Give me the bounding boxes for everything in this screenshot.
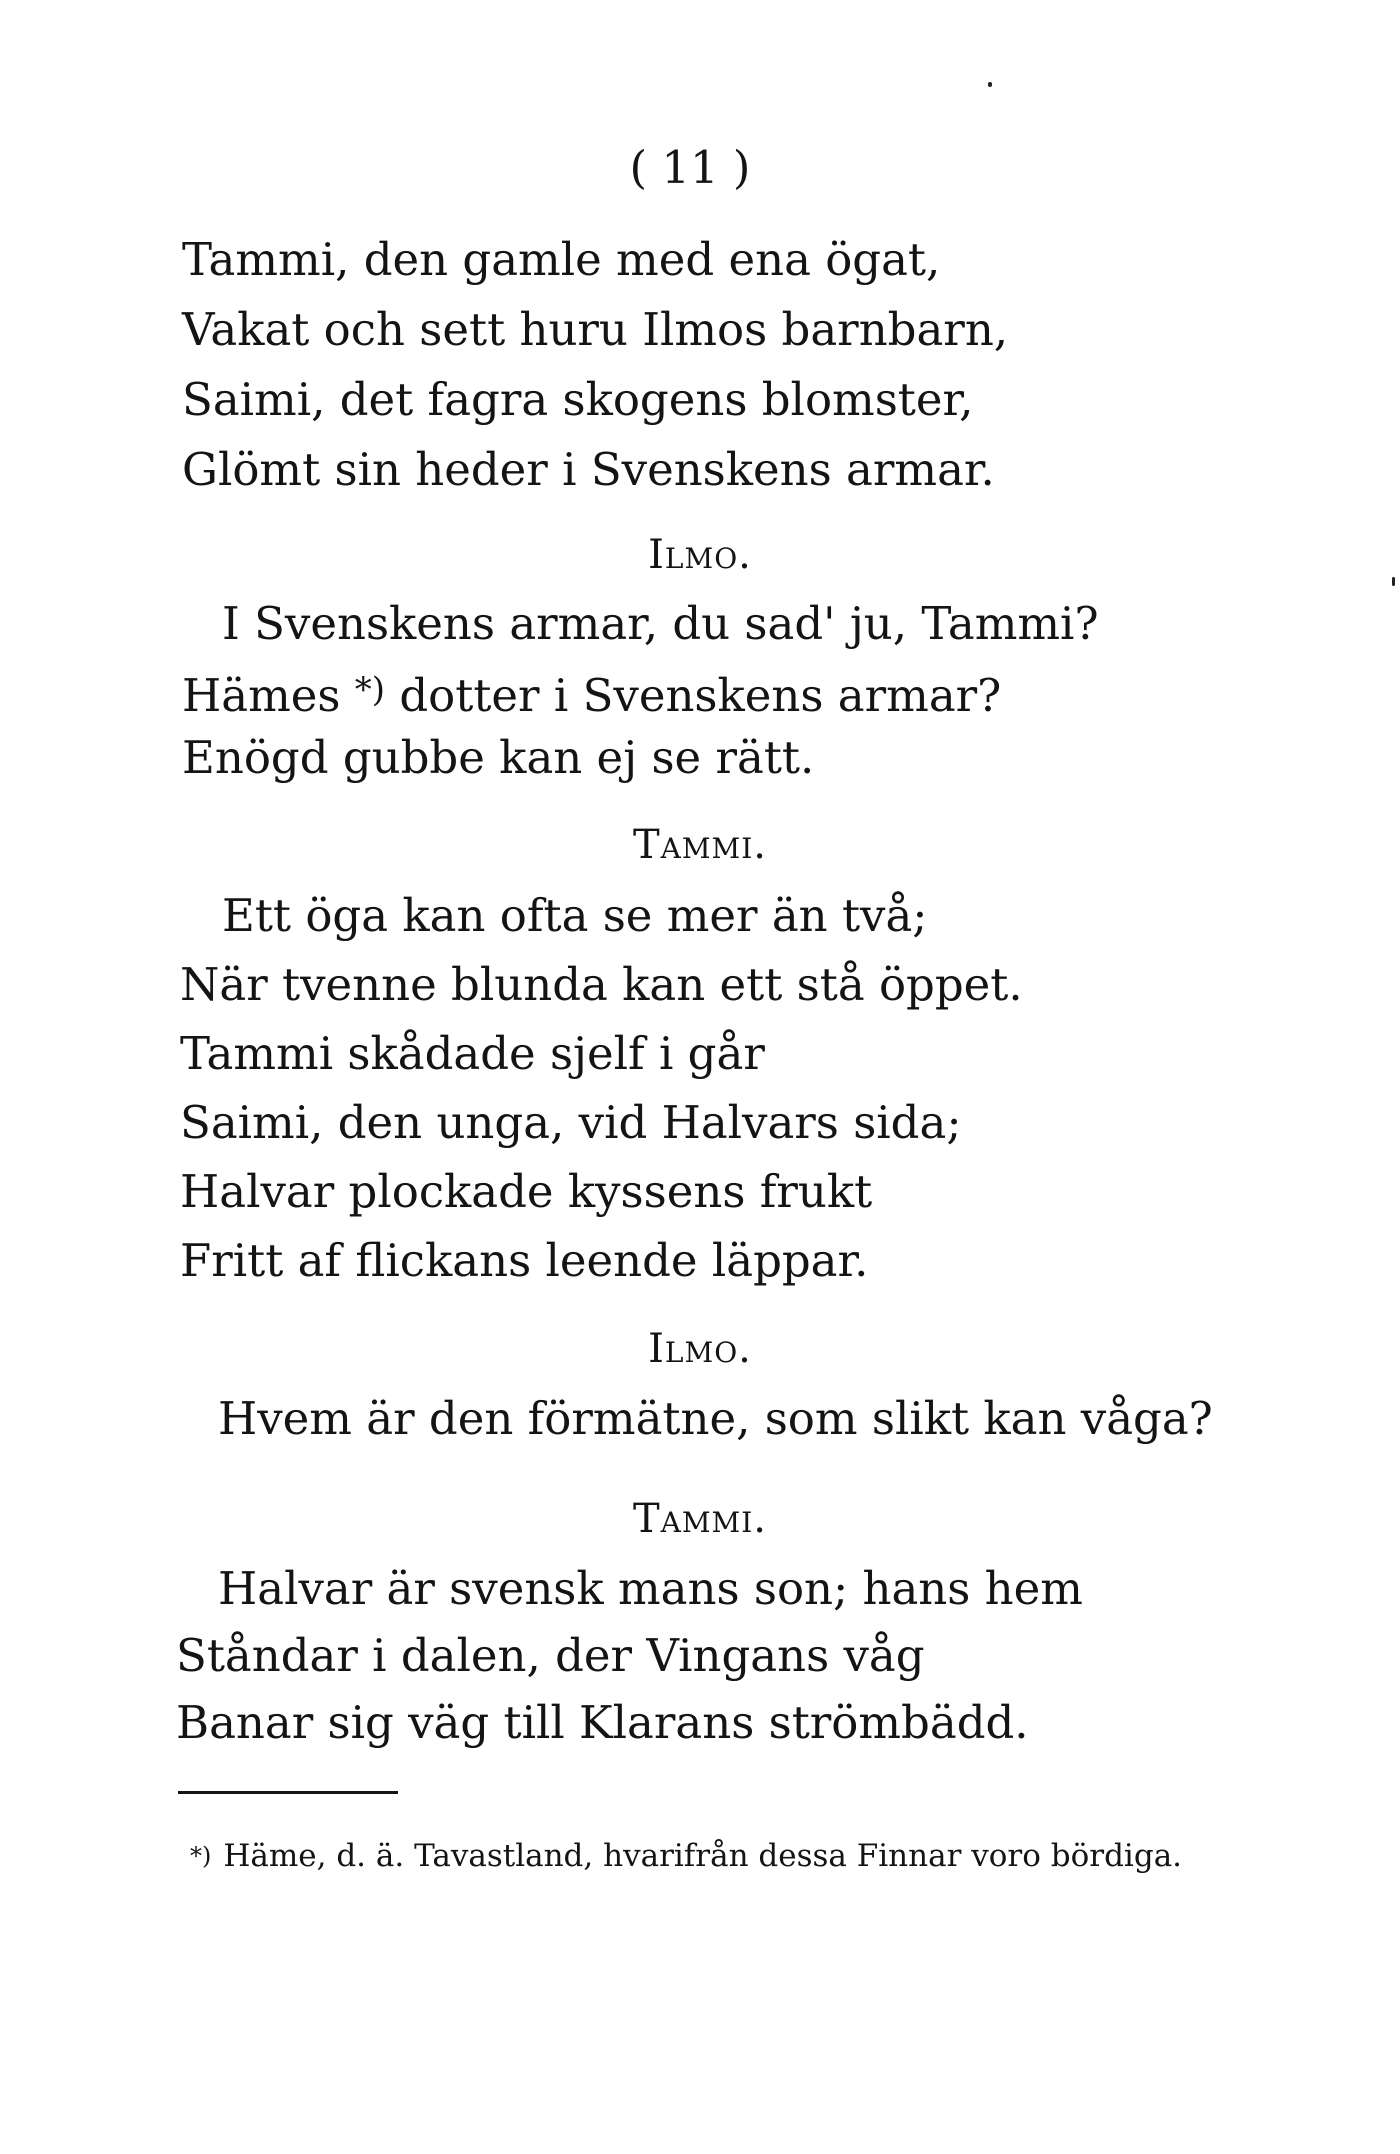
verse-line: Vakat och sett huru Ilmos barnbarn,	[182, 303, 1009, 356]
ink-speck	[1392, 577, 1395, 586]
speaker-heading: Tammi.	[632, 822, 767, 868]
speaker-heading: Ilmo.	[648, 532, 752, 578]
verse-line: Tammi skådade sjelf i går	[180, 1027, 765, 1080]
speaker-heading: Tammi.	[632, 1496, 767, 1542]
verse-line: I Svenskens armar, du sad' ju, Tammi?	[222, 597, 1099, 650]
footnote-rule	[178, 1791, 398, 1794]
verse-line: Ståndar i dalen, der Vingans våg	[176, 1629, 925, 1682]
ink-speck	[988, 82, 992, 87]
verse-line: När tvenne blunda kan ett stå öppet.	[180, 958, 1023, 1011]
verse-line: Hvem är den förmätne, som slikt kan våga?	[218, 1392, 1213, 1445]
footnote	[190, 1834, 1182, 1878]
footnote-reference: *)	[354, 670, 386, 710]
footnote-text: Häme, d. ä. Tavastland, hvarifrån dessa Finnar voro bördiga.	[223, 1838, 1183, 1874]
verse-line: Saimi, den unga, vid Halvars sida;	[180, 1096, 962, 1149]
page-number: ( 11 )	[629, 141, 751, 194]
verse-word: Hämes	[182, 669, 341, 722]
verse-text: dotter i Svenskens armar?	[399, 669, 1002, 722]
verse-line: Ett öga kan ofta se mer än två;	[222, 889, 928, 942]
verse-line	[182, 660, 1001, 720]
verse-line: Halvar är svensk mans son; hans hem	[218, 1562, 1083, 1615]
speaker-heading: Ilmo.	[648, 1326, 752, 1372]
verse-line: Glömt sin heder i Svenskens armar.	[182, 443, 995, 496]
verse-line: Fritt af flickans leende läppar.	[180, 1234, 869, 1287]
footnote-marker: *)	[190, 1842, 212, 1870]
verse-line: Enögd gubbe kan ej se rätt.	[182, 731, 815, 784]
verse-line: Banar sig väg till Klarans strömbädd.	[176, 1696, 1029, 1749]
verse-line: Halvar plockade kyssens frukt	[180, 1165, 873, 1218]
verse-line: Tammi, den gamle med ena ögat,	[182, 233, 941, 286]
verse-line: Saimi, det fagra skogens blomster,	[182, 373, 974, 426]
